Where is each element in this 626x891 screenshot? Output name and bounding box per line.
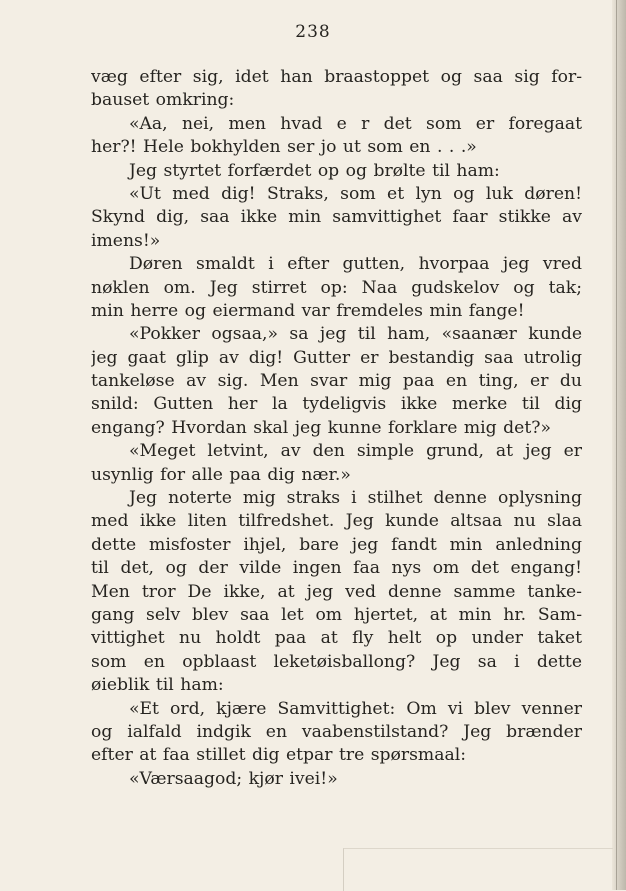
text-line: Jeg noterte mig straks i stilhet denne oplysning bbox=[129, 488, 582, 509]
text-line: imens!» bbox=[91, 230, 161, 251]
text-line: engang? Hvordan skal jeg kunne forklare mig det?» bbox=[91, 417, 551, 438]
text-line: øieblik til ham: bbox=[91, 675, 224, 696]
text-line: bauset omkring: bbox=[91, 90, 235, 111]
text-line: gang selv blev saa let om hjertet, at min hr. Sam- bbox=[91, 604, 582, 625]
text-line: Døren smaldt i efter gutten, hvorpaa jeg vred bbox=[129, 254, 582, 275]
text-line: her?! Hele bokhylden ser jo ut som en . . .» bbox=[91, 137, 477, 158]
page-number: 238 bbox=[295, 22, 331, 42]
library-stamp-box bbox=[343, 848, 613, 891]
text-line: til det, og der vilde ingen faa nys om det engang! bbox=[91, 558, 582, 579]
text-line: og ialfald indgik en vaabenstilstand? Jeg brænder bbox=[91, 721, 582, 742]
text-line: tankeløse av sig. Men svar mig paa en ting, er du bbox=[91, 371, 582, 392]
text-line: dette misfoster ihjel, bare jeg fandt min anledning bbox=[91, 534, 582, 555]
text-line: Men tror De ikke, at jeg ved denne samme tanke- bbox=[91, 581, 582, 602]
text-line: min herre og eiermand var fremdeles min fange! bbox=[91, 300, 525, 321]
body-text bbox=[91, 66, 582, 791]
text-line: jeg gaat glip av dig! Gutter er bestandig saa utrolig bbox=[91, 347, 582, 368]
text-line: usynlig for alle paa dig nær.» bbox=[91, 464, 351, 485]
page-edge-line bbox=[616, 0, 617, 890]
text-line: med ikke liten tilfredshet. Jeg kunde altsaa nu slaa bbox=[91, 511, 582, 532]
text-line: «Ut med dig! Straks, som et lyn og luk døren! bbox=[129, 183, 582, 204]
text-line: væg efter sig, idet han braastoppet og saa sig for- bbox=[91, 67, 582, 87]
text-line: «Pokker ogsaa,» sa jeg til ham, «saanær kunde bbox=[129, 324, 582, 345]
text-line: snild: Gutten her la tydeligvis ikke merke til dig bbox=[91, 394, 582, 415]
text-line: «Et ord, kjære Samvittighet: Om vi blev venner bbox=[129, 698, 582, 719]
text-line: vittighet nu holdt paa at fly helt op under taket bbox=[91, 628, 582, 649]
text-line: Skynd dig, saa ikke min samvittighet faar stikke av bbox=[91, 207, 582, 228]
text-line: efter at faa stillet dig etpar tre spørsmaal: bbox=[91, 745, 467, 766]
text-line: «Meget letvint, av den simple grund, at jeg er bbox=[129, 441, 582, 462]
text-line: Jeg styrtet forfærdet op og brølte til ham: bbox=[129, 160, 500, 181]
text-line: nøklen om. Jeg stirret op: Naa gudskelov og tak; bbox=[91, 277, 582, 298]
text-line: «Aa, nei, men hvad e r det som er foregaat bbox=[129, 113, 582, 134]
text-line: «Værsaagod; kjør ivei!» bbox=[129, 768, 338, 789]
page-edge bbox=[612, 0, 626, 890]
text-line: som en opblaast leketøisballong? Jeg sa i dette bbox=[91, 651, 582, 672]
